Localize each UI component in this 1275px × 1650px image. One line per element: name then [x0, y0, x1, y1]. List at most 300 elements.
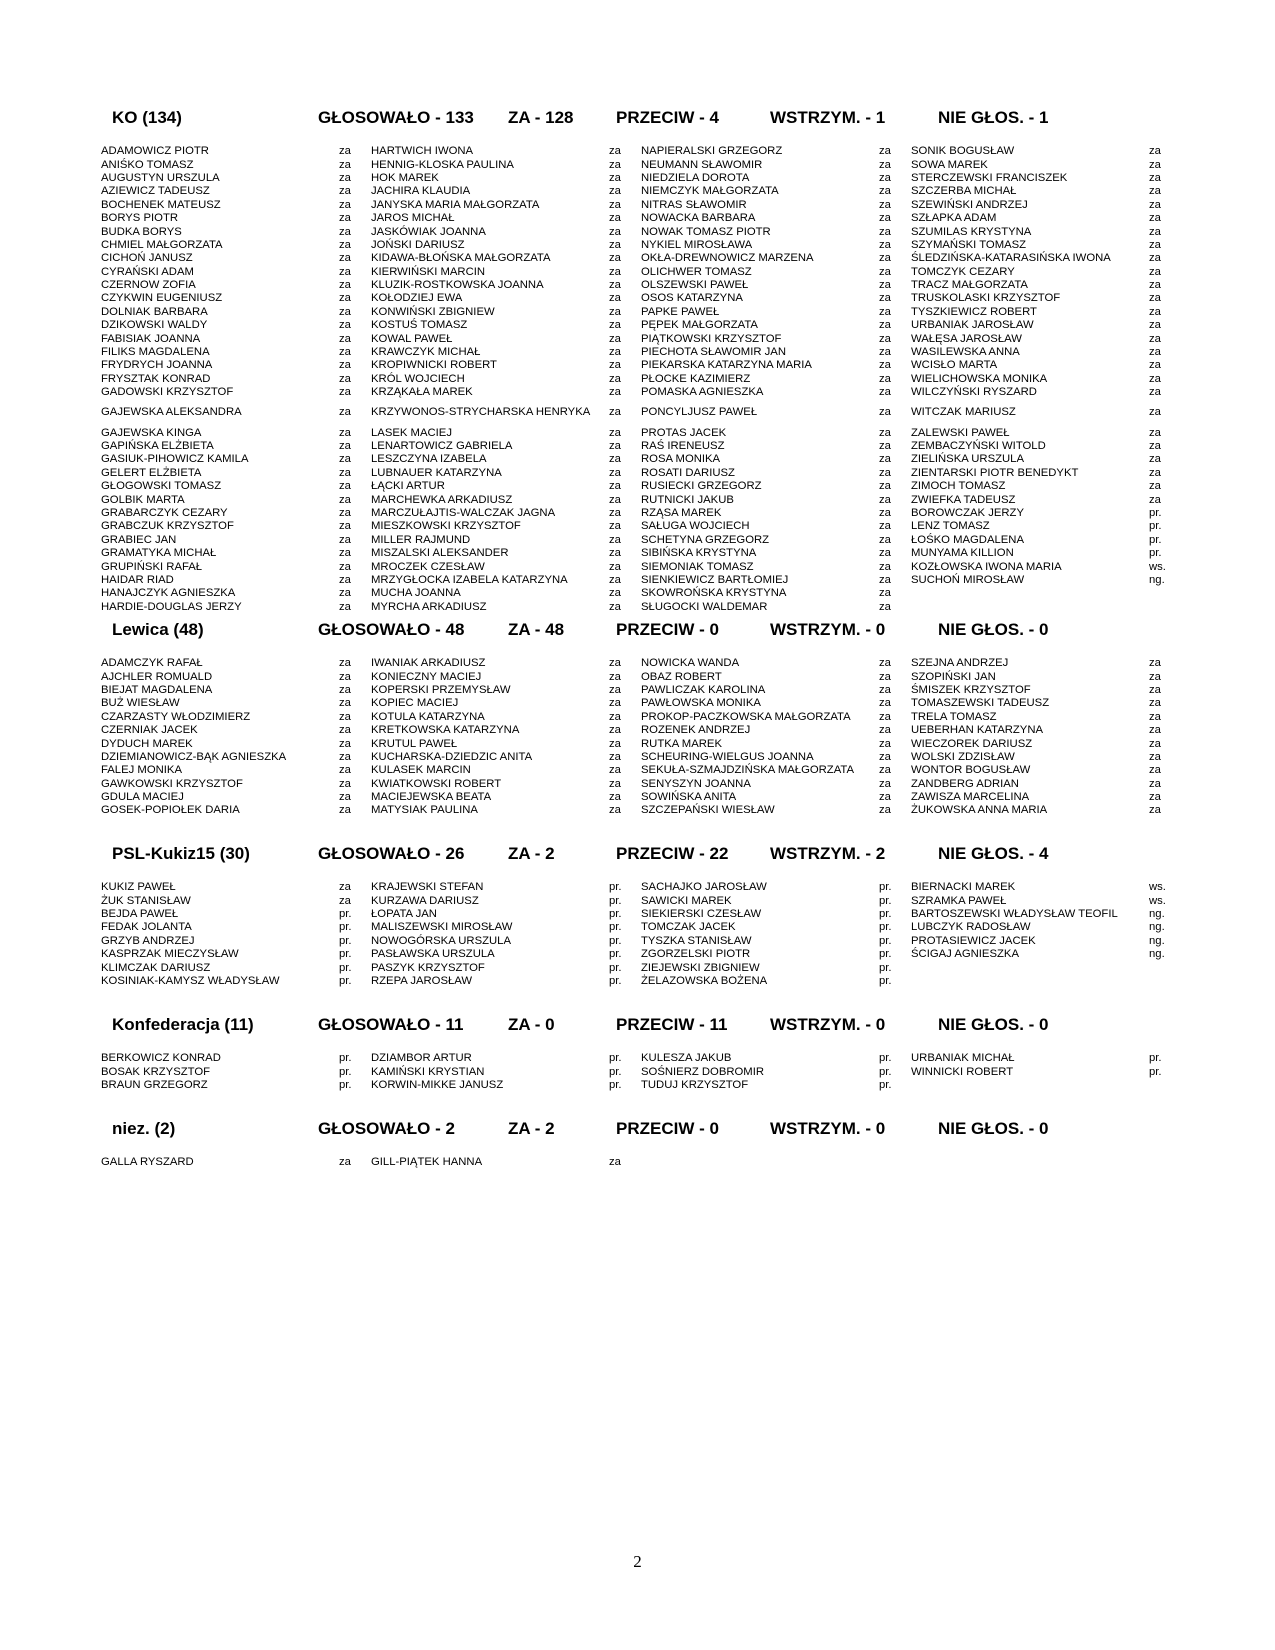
vote-value: za: [1149, 185, 1161, 198]
member-vote-row: [911, 935, 1181, 948]
member-vote-row: [641, 894, 911, 907]
member-vote-row: [101, 306, 371, 319]
vote-value: za: [609, 238, 621, 251]
member-vote-row: [371, 453, 641, 466]
vote-value: za: [609, 587, 621, 600]
member-name: MATYSIAK PAULINA: [371, 804, 478, 817]
member-name: ŁOPATA JAN: [371, 907, 437, 920]
member-name: KULESZA JAKUB: [641, 1052, 732, 1065]
member-vote-row: [371, 961, 641, 974]
member-vote-row: [641, 935, 911, 948]
vote-value: za: [879, 372, 891, 385]
member-vote-row: [911, 426, 1181, 439]
member-vote-row: [641, 386, 911, 399]
page-number: 2: [633, 1552, 642, 1571]
vote-value: pr.: [609, 1078, 622, 1091]
not-voting-count: NIE GŁOS. - 0: [938, 1119, 1049, 1138]
vote-value: za: [1149, 697, 1161, 710]
member-name: BOROWCZAK JERZY: [911, 506, 1024, 519]
club-name: niez. (2): [112, 1119, 176, 1138]
member-name: SZCZEPAŃSKI WIESŁAW: [641, 804, 775, 817]
member-vote-row: [911, 560, 1181, 573]
member-name: PROTASIEWICZ JACEK: [911, 934, 1036, 947]
member-name: MILLER RAJMUND: [371, 533, 471, 546]
member-name: SACHAJKO JAROSŁAW: [641, 881, 767, 894]
vote-value: ws.: [1149, 894, 1166, 907]
member-name: CICHOŃ JANUSZ: [101, 252, 193, 265]
vote-value: za: [339, 560, 351, 573]
vote-value: pr.: [879, 934, 892, 947]
member-name: RUTNICKI JAKUB: [641, 493, 734, 506]
member-vote-row: [371, 292, 641, 305]
vote-value: za: [339, 750, 351, 763]
vote-value: za: [879, 332, 891, 345]
member-vote-row: [101, 574, 371, 587]
vote-value: za: [879, 212, 891, 225]
member-vote-row: [911, 359, 1181, 372]
member-name: SZUMILAS KRYSTYNA: [911, 225, 1032, 238]
member-name: TRELA TOMASZ: [911, 710, 997, 723]
member-column: [101, 1156, 371, 1169]
member-name: ADAMOWICZ PIOTR: [101, 145, 209, 158]
member-vote-row: [101, 480, 371, 493]
member-vote-columns: [101, 657, 1181, 818]
member-name: JANYSKA MARIA MAŁGORZATA: [371, 198, 540, 211]
member-vote-row: [641, 252, 911, 265]
member-name: MACIEJEWSKA BEATA: [371, 791, 492, 804]
member-vote-row: [101, 1052, 371, 1065]
member-name: SCHETYNA GRZEGORZ: [641, 533, 770, 546]
member-vote-row: [641, 724, 911, 737]
not-voting-count: NIE GŁOS. - 4: [938, 844, 1049, 863]
vote-value: za: [1149, 466, 1161, 479]
member-vote-row: [911, 804, 1181, 817]
member-vote-row: [371, 881, 641, 894]
member-column: [911, 657, 1181, 818]
member-vote-row: [911, 467, 1181, 480]
vote-value: za: [339, 406, 351, 419]
vote-value: pr.: [339, 934, 352, 947]
member-vote-row: [641, 657, 911, 670]
vote-value: za: [1149, 305, 1161, 318]
member-name: CZERNOW ZOFIA: [101, 279, 196, 292]
member-vote-row: [371, 172, 641, 185]
vote-value: pr.: [339, 921, 352, 934]
vote-value: za: [609, 185, 621, 198]
member-vote-row: [101, 948, 371, 961]
vote-value: za: [339, 346, 351, 359]
member-name: RZEPA JAROSŁAW: [371, 974, 473, 987]
member-vote-row: [371, 574, 641, 587]
vote-value: za: [879, 406, 891, 419]
member-name: NOWACKA BARBARA: [641, 212, 756, 225]
member-name: ZANDBERG ADRIAN: [911, 777, 1019, 790]
member-name: NITRAS SŁAWOMIR: [641, 198, 747, 211]
member-vote-row: [371, 935, 641, 948]
member-name: SŁUGOCKI WALDEMAR: [641, 600, 768, 613]
member-vote-row: [101, 601, 371, 614]
member-vote-row: [101, 225, 371, 238]
member-name: PROKOP-PACZKOWSKA MAŁGORZATA: [641, 710, 851, 723]
not-voting-count: NIE GŁOS. - 1: [938, 108, 1049, 127]
member-vote-row: [911, 386, 1181, 399]
member-name: PAWŁOWSKA MONIKA: [641, 697, 761, 710]
member-name: JAROS MICHAŁ: [371, 212, 455, 225]
member-vote-row: [911, 158, 1181, 171]
member-name: CHMIEL MAŁGORZATA: [101, 238, 223, 251]
member-name: ZEMBACZYŃSKI WITOLD: [911, 440, 1046, 452]
vote-value: za: [609, 683, 621, 696]
member-vote-row: [911, 751, 1181, 764]
member-vote-row: [371, 212, 641, 225]
member-name: SOŚNIERZ DOBROMIR: [641, 1065, 765, 1078]
member-vote-row: [641, 453, 911, 466]
vote-value: za: [879, 493, 891, 506]
club-name: PSL-Kukiz15 (30): [112, 844, 250, 863]
member-vote-row: [911, 266, 1181, 279]
member-name: BUŻ WIESŁAW: [101, 697, 180, 710]
vote-value: za: [609, 406, 621, 419]
member-name: STERCZEWSKI FRANCISZEK: [911, 171, 1068, 184]
vote-value: za: [609, 359, 621, 372]
member-name: RAŚ IRENEUSZ: [641, 440, 725, 452]
vote-value: za: [609, 547, 621, 560]
club-section: [101, 620, 1171, 817]
member-vote-row: [641, 225, 911, 238]
member-name: ZALEWSKI PAWEŁ: [911, 426, 1010, 439]
member-name: HARDIE-DOUGLAS JERZY: [101, 600, 242, 613]
member-name: TRACZ MAŁGORZATA: [911, 279, 1028, 292]
vote-value: za: [339, 573, 351, 586]
member-column: [911, 145, 1181, 614]
vote-value: za: [609, 520, 621, 533]
vote-value: za: [609, 305, 621, 318]
member-vote-row: [641, 279, 911, 292]
member-column: [641, 145, 911, 614]
member-vote-row: [911, 440, 1181, 453]
vote-value: za: [879, 710, 891, 723]
member-column: [371, 1156, 641, 1169]
member-vote-row: [101, 239, 371, 252]
member-name: KWIATKOWSKI ROBERT: [371, 777, 502, 790]
member-vote-row: [101, 426, 371, 439]
member-vote-row: [371, 804, 641, 817]
vote-value: za: [1149, 440, 1161, 452]
vote-value: pr.: [609, 974, 622, 987]
member-name: KLUZIK-ROSTKOWSKA JOANNA: [371, 279, 544, 292]
member-name: KRAJEWSKI STEFAN: [371, 881, 484, 894]
member-vote-row: [911, 684, 1181, 697]
vote-value: za: [879, 171, 891, 184]
member-name: MISZALSKI ALEKSANDER: [371, 547, 509, 560]
member-vote-row: [371, 399, 641, 426]
member-vote-row: [641, 158, 911, 171]
vote-value: za: [609, 145, 621, 158]
vote-value: za: [1149, 426, 1161, 439]
vote-value: pr.: [339, 1052, 352, 1065]
member-name: CYRAŃSKI ADAM: [101, 265, 194, 278]
member-name: JACHIRA KLAUDIA: [371, 185, 471, 198]
vote-value: za: [1149, 480, 1161, 493]
member-name: SAWICKI MAREK: [641, 894, 732, 907]
vote-value: za: [339, 683, 351, 696]
member-name: AUGUSTYN URSZULA: [101, 171, 220, 184]
voted-count: GŁOSOWAŁO - 133: [318, 108, 474, 127]
vote-value: za: [879, 198, 891, 211]
member-name: GRABCZUK KRZYSZTOF: [101, 520, 234, 533]
vote-value: pr.: [339, 961, 352, 974]
member-vote-row: [911, 724, 1181, 737]
member-vote-row: [371, 670, 641, 683]
member-vote-row: [911, 894, 1181, 907]
member-vote-row: [911, 507, 1181, 520]
member-vote-row: [101, 894, 371, 907]
vote-value: za: [1149, 346, 1161, 359]
member-name: TOMASZEWSKI TADEUSZ: [911, 697, 1050, 710]
member-vote-row: [101, 266, 371, 279]
vote-value: za: [339, 520, 351, 533]
member-name: ŚCIGAJ AGNIESZKA: [911, 948, 1019, 961]
member-name: GRUPIŃSKI RAFAŁ: [101, 560, 203, 573]
vote-value: za: [879, 791, 891, 804]
member-name: GDULA MACIEJ: [101, 791, 184, 804]
member-vote-row: [371, 480, 641, 493]
vote-value: pr.: [879, 907, 892, 920]
member-name: PŁOCKE KAZIMIERZ: [641, 372, 751, 385]
member-vote-row: [641, 684, 911, 697]
vote-value: pr.: [339, 948, 352, 961]
vote-value: ng.: [1149, 921, 1165, 934]
vote-value: pr.: [879, 1078, 892, 1091]
member-name: GOLBIK MARTA: [101, 493, 185, 506]
member-column: [101, 657, 371, 818]
vote-value: za: [1149, 252, 1161, 265]
member-name: SUCHOŃ MIROSŁAW: [911, 573, 1025, 586]
member-name: WCISŁO MARTA: [911, 359, 998, 372]
vote-value: za: [879, 238, 891, 251]
member-name: KUCHARSKA-DZIEDZIC ANITA: [371, 750, 533, 763]
vote-value: za: [609, 158, 621, 171]
vote-value: za: [609, 750, 621, 763]
member-name: BIEJAT MAGDALENA: [101, 683, 213, 696]
member-vote-row: [641, 399, 911, 426]
member-column: [911, 881, 1181, 988]
vote-value: pr.: [1149, 1052, 1162, 1065]
member-vote-row: [101, 172, 371, 185]
member-vote-row: [371, 560, 641, 573]
for-count: ZA - 0: [508, 1015, 555, 1034]
member-name: WIELICHOWSKA MONIKA: [911, 372, 1048, 385]
voted-count: GŁOSOWAŁO - 26: [318, 844, 465, 863]
member-name: RUTKA MAREK: [641, 737, 722, 750]
member-name: GAJEWSKA KINGA: [101, 426, 202, 439]
member-name: KULASEK MARCIN: [371, 764, 471, 777]
member-vote-row: [371, 279, 641, 292]
member-vote-row: [911, 881, 1181, 894]
member-name: PIECHOTA SŁAWOMIR JAN: [641, 346, 786, 359]
member-vote-row: [641, 480, 911, 493]
member-name: NOWOGÓRSKA URSZULA: [371, 934, 511, 947]
vote-value: za: [339, 319, 351, 332]
member-vote-row: [101, 697, 371, 710]
vote-value: za: [879, 724, 891, 737]
vote-value: za: [609, 426, 621, 439]
member-name: POMASKA AGNIESZKA: [641, 386, 764, 399]
member-vote-row: [371, 319, 641, 332]
vote-value: za: [339, 440, 351, 452]
member-name: FILIKS MAGDALENA: [101, 346, 210, 359]
member-name: TYSZKA STANISŁAW: [641, 934, 752, 947]
member-name: LUBNAUER KATARZYNA: [371, 466, 502, 479]
vote-value: za: [1149, 764, 1161, 777]
member-vote-row: [641, 306, 911, 319]
member-name: GILL-PIĄTEK HANNA: [371, 1156, 483, 1169]
member-name: HOK MAREK: [371, 171, 439, 184]
member-column: [641, 1052, 911, 1092]
member-vote-row: [101, 373, 371, 386]
member-vote-row: [101, 881, 371, 894]
vote-value: za: [879, 292, 891, 305]
vote-value: za: [1149, 265, 1161, 278]
member-name: NOWAK TOMASZ PIOTR: [641, 225, 771, 238]
member-name: ŁOŚKO MAGDALENA: [911, 533, 1025, 546]
vote-value: za: [609, 777, 621, 790]
member-name: FABISIAK JOANNA: [101, 332, 201, 345]
club-section: [101, 1119, 1171, 1169]
member-name: URBANIAK MICHAŁ: [911, 1052, 1015, 1065]
vote-value: za: [339, 493, 351, 506]
member-vote-row: [371, 975, 641, 988]
vote-value: za: [1149, 724, 1161, 737]
vote-value: ng.: [1149, 948, 1165, 961]
vote-value: za: [339, 764, 351, 777]
member-column: [101, 1052, 371, 1092]
vote-value: za: [339, 238, 351, 251]
against-count: PRZECIW - 22: [616, 844, 729, 863]
member-vote-row: [911, 697, 1181, 710]
member-name: WILCZYŃSKI RYSZARD: [911, 386, 1037, 399]
member-name: PĘPEK MAŁGORZATA: [641, 319, 758, 332]
member-name: UEBERHAN KATARZYNA: [911, 724, 1044, 737]
vote-value: za: [879, 466, 891, 479]
member-vote-row: [371, 507, 641, 520]
member-name: KONIECZNY MACIEJ: [371, 670, 482, 683]
member-name: RUSIECKI GRZEGORZ: [641, 480, 762, 493]
vote-value: pr.: [879, 974, 892, 987]
vote-value: pr.: [339, 1065, 352, 1078]
vote-value: za: [609, 804, 621, 817]
member-vote-row: [101, 1156, 371, 1169]
vote-value: pr.: [609, 934, 622, 947]
member-name: SCHEURING-WIELGUS JOANNA: [641, 750, 814, 763]
member-vote-row: [371, 158, 641, 171]
vote-value: za: [339, 386, 351, 399]
vote-value: za: [609, 600, 621, 613]
vote-value: pr.: [1149, 520, 1162, 533]
member-name: CZERNIAK JACEK: [101, 724, 198, 737]
member-vote-row: [641, 520, 911, 533]
member-vote-row: [911, 948, 1181, 961]
member-vote-row: [101, 399, 371, 426]
member-vote-row: [101, 386, 371, 399]
member-vote-row: [101, 493, 371, 506]
member-name: LENZ TOMASZ: [911, 520, 990, 533]
club-name: Lewica (48): [112, 620, 204, 639]
abstain-count: WSTRZYM. - 0: [770, 1015, 886, 1034]
vote-value: za: [609, 697, 621, 710]
member-vote-row: [101, 921, 371, 934]
member-name: KRZĄKAŁA MAREK: [371, 386, 473, 399]
vote-value: za: [339, 252, 351, 265]
member-column: [371, 881, 641, 988]
member-name: GRABIEC JAN: [101, 533, 177, 546]
member-vote-row: [371, 306, 641, 319]
vote-value: za: [879, 319, 891, 332]
voted-count: GŁOSOWAŁO - 2: [318, 1119, 455, 1138]
club-summary-header: [101, 844, 1171, 868]
vote-value: pr.: [339, 907, 352, 920]
member-vote-row: [101, 534, 371, 547]
member-name: GAJEWSKA ALEKSANDRA: [101, 406, 242, 419]
member-name: FRYSZTAK KONRAD: [101, 372, 211, 385]
vote-value: za: [609, 171, 621, 184]
member-vote-row: [641, 948, 911, 961]
member-name: LUBCZYK RADOSŁAW: [911, 921, 1031, 934]
vote-value: za: [879, 185, 891, 198]
member-vote-row: [911, 185, 1181, 198]
member-vote-row: [101, 804, 371, 817]
member-name: GALLA RYSZARD: [101, 1156, 194, 1169]
member-name: KRAWCZYK MICHAŁ: [371, 346, 481, 359]
member-vote-row: [101, 684, 371, 697]
member-vote-row: [911, 493, 1181, 506]
member-name: ŻELAZOWSKA BOŻENA: [641, 974, 768, 987]
member-name: BARTOSZEWSKI WŁADYSŁAW TEOFIL: [911, 907, 1118, 920]
vote-value: za: [609, 710, 621, 723]
member-vote-row: [911, 172, 1181, 185]
member-name: PAWLICZAK KAROLINA: [641, 683, 766, 696]
vote-value: za: [339, 145, 351, 158]
member-name: KRÓL WOJCIECH: [371, 372, 465, 385]
member-vote-row: [371, 711, 641, 724]
member-name: FALEJ MONIKA: [101, 764, 182, 777]
vote-value: pr.: [609, 894, 622, 907]
member-name: SOWA MAREK: [911, 158, 988, 171]
member-name: MUCHA JOANNA: [371, 587, 461, 600]
vote-value: za: [339, 292, 351, 305]
member-vote-row: [371, 764, 641, 777]
member-vote-row: [641, 266, 911, 279]
vote-value: ws.: [1149, 881, 1166, 894]
member-vote-row: [371, 440, 641, 453]
member-vote-row: [911, 574, 1181, 587]
member-vote-row: [911, 306, 1181, 319]
member-vote-row: [911, 520, 1181, 533]
member-name: TUDUJ KRZYSZTOF: [641, 1078, 749, 1091]
for-count: ZA - 48: [508, 620, 565, 639]
member-name: HAIDAR RIAD: [101, 573, 174, 586]
member-name: SIENKIEWICZ BARTŁOMIEJ: [641, 573, 789, 586]
member-name: SZRAMKA PAWEŁ: [911, 894, 1007, 907]
member-vote-row: [101, 737, 371, 750]
member-name: AJCHLER ROMUALD: [101, 670, 213, 683]
vote-value: za: [879, 145, 891, 158]
voted-count: GŁOSOWAŁO - 48: [318, 620, 465, 639]
club-name: KO (134): [112, 108, 182, 127]
vote-value: za: [339, 426, 351, 439]
member-vote-row: [641, 359, 911, 372]
vote-value: za: [339, 894, 351, 907]
